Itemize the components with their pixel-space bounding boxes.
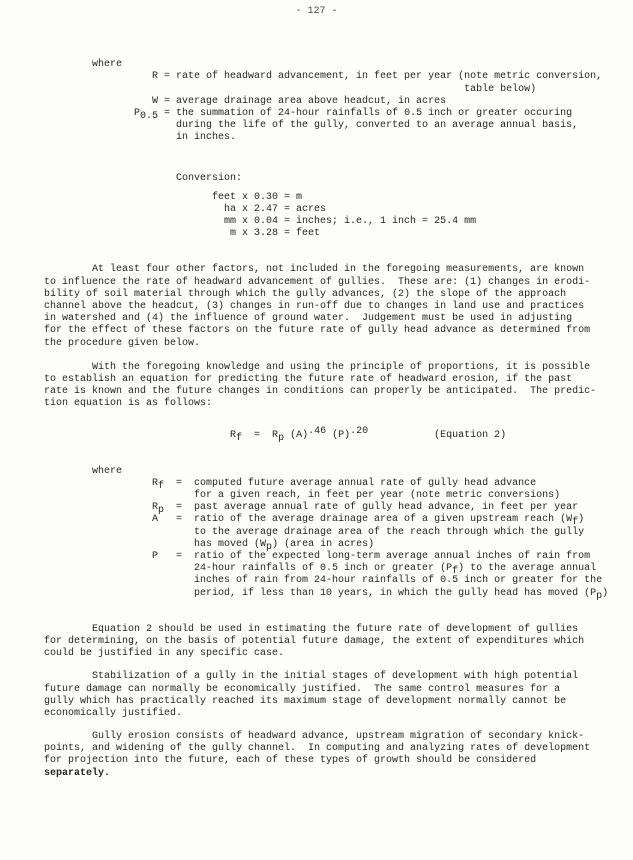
text-line: to establish an equation for predicting the future rate of headward erosion, if the past: [44, 373, 573, 385]
text-line: At least four other factors, not included in the foregoing measurements, are known: [44, 264, 585, 276]
text-line: feet x 0.30 = m: [44, 191, 303, 203]
paragraph-other-factors: [44, 264, 633, 349]
variable-definitions-top: [44, 59, 633, 144]
text-line: could be justified in any specific case.: [44, 648, 285, 660]
text-line: rate is known and the future changes in conditions can properly be anticipated. The predic-: [44, 386, 597, 398]
text-line: Stabilization of a gully in the initial stages of development with high potential: [44, 671, 579, 683]
paragraph-stabilization: [44, 671, 633, 720]
text-line: inches of rain from 24-hour rainfalls of 0.5 inch or greater for the: [44, 575, 603, 587]
text-line: period, if less than 10 years, in which the gully head has moved (Pp): [44, 587, 609, 602]
text-line: tion equation is as follows:: [44, 398, 213, 410]
text-line: economically justified.: [44, 707, 183, 719]
text-line: 24-hour rainfalls of 0.5 inch or greater (Pf) to the average annual: [44, 563, 597, 578]
text-line: points, and widening of the gully channel. In computing and analyzing rates of development: [44, 743, 591, 755]
text-line: channel above the headcut, (3) changes in run-off due to changes in land use and practices: [44, 301, 585, 313]
text-line: to the average drainage area of the reach through which the gully: [44, 526, 585, 538]
paragraph-equation-2-use: [44, 624, 633, 661]
text-line: Rp = past average annual rate of gully head advance, in feet per year: [44, 502, 579, 517]
text-line: future damage can normally be economically justified. The same control measures for a: [44, 683, 561, 695]
text-line: P0.5 = the summation of 24-hour rainfalls of 0.5 inch or greater occuring: [44, 107, 573, 122]
text-line: R = rate of headward advancement, in feet per year (note metric conversion,: [44, 71, 603, 83]
equation-2: [44, 425, 633, 444]
text-line: W = average drainage area above headcut, in acres: [44, 95, 447, 107]
conversion-table: [44, 192, 633, 241]
text-line: where: [44, 465, 123, 477]
text-line: gully which has practically reached its maximum stage of development normally cannot be: [44, 695, 567, 707]
text-line: to influence the rate of headward advancement of gullies. These are: (1) changes in erodi-: [44, 276, 591, 288]
text-line: separately.: [44, 767, 111, 779]
text-line: mm x 0.04 = inches; i.e., 1 inch = 25.4 mm: [44, 216, 477, 228]
text-line: in inches.: [44, 132, 237, 144]
text-line: Rf = Rp (A).46 (P).20 (Equation 2): [44, 425, 507, 444]
text-line: during the life of the gully, converted to an average annual basis,: [44, 120, 579, 132]
paragraph-gully-erosion-types: [44, 731, 633, 780]
page-number: - 127 -: [295, 6, 338, 17]
text-line: for determining, on the basis of potential future damage, the extent of expenditures which: [44, 635, 585, 647]
text-line: bility of soil material through which the gully advances, (2) the slope of the approach: [44, 288, 567, 300]
text-line: for a given reach, in feet per year (note metric conversions): [44, 490, 561, 502]
text-line: has moved (Wp) (area in acres): [44, 538, 375, 553]
variable-definitions-bottom: [44, 466, 633, 600]
text-line: With the foregoing knowledge and using the principle of proportions, it is possible: [44, 361, 591, 373]
conversion-heading: Conversion:: [44, 172, 243, 184]
text-line: m x 3.28 = feet: [44, 228, 321, 240]
text-line: the procedure given below.: [44, 337, 201, 349]
text-line: for the effect of these factors on the future rate of gully head advance as determined from: [44, 325, 591, 337]
text-line: Rf = computed future average annual rate of gully head advance: [44, 477, 537, 492]
text-line: ha x 2.47 = acres: [44, 203, 327, 215]
text-line: in watershed and (4) the influence of ground water. Judgement must be used in adjusting: [44, 313, 573, 325]
text-line: Equation 2 should be used in estimating the future rate of development of gullies: [44, 623, 579, 635]
paragraph-prediction-equation-intro: [44, 362, 633, 411]
text-line: P = ratio of the expected long-term average annual inches of rain from: [44, 551, 591, 563]
text-line: table below): [44, 83, 537, 95]
text-line: for projection into the future, each of these types of growth should be considered: [44, 755, 537, 767]
text-line: Gully erosion consists of headward advance, upstream migration of secondary knick-: [44, 731, 585, 743]
text-line: A = ratio of the average drainage area of a given upstream reach (Wf): [44, 514, 585, 529]
text-line: where: [44, 59, 123, 71]
